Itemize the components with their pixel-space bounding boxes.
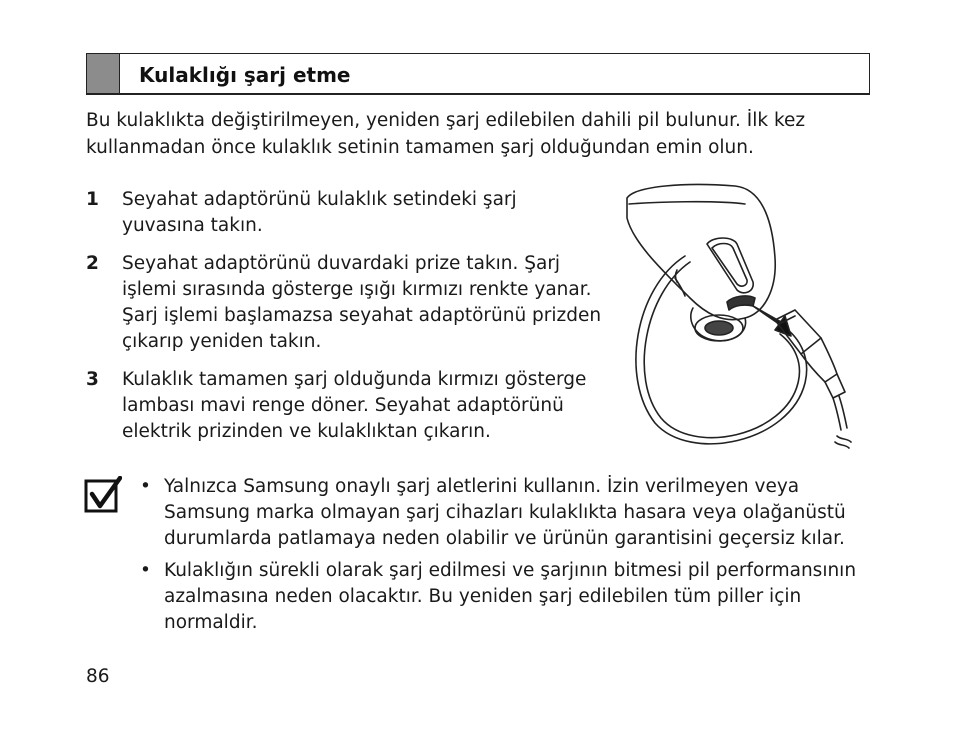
note-text: Yalnızca Samsung onaylı şarj aletlerini kullanın. İzin verilmeyen veya Samsung marka olmayan şarj cihazları kulaklıkta hasara veya olağanüstü durumlarda patlamaya neden olabilir ve ürünün garantisini geçersiz kılar. <box>164 476 846 549</box>
bullet: • <box>140 476 151 497</box>
checkbox-check-icon <box>84 476 122 514</box>
step-text: Seyahat adaptörünü kulaklık setindeki şarj yuvasına takın. <box>122 189 517 236</box>
step-number: 1 <box>86 189 99 210</box>
step-text: Seyahat adaptörünü duvardaki prize takın. Şarj işlemi sırasında gösterge ışığı kırmızı renkte yanar. Şarj işlemi başlamazsa seyahat adaptörünü prizden çıkarıp yeniden takın. <box>122 253 602 352</box>
section-title: Kulaklığı şarj etme <box>139 63 351 87</box>
page-number: 86 <box>86 666 110 687</box>
step-number: 2 <box>86 253 99 274</box>
intro-paragraph: Bu kulaklıkta değiştirilmeyen, yeniden şarj edilebilen dahili pil bulunur. İlk kez kullanmadan önce kulaklık setinin tamamen şarj olduğundan emin olun. <box>86 110 806 158</box>
bullet: • <box>140 560 151 581</box>
note-text: Kulaklığın sürekli olarak şarj edilmesi ve şarjının bitmesi pil performansının azalmasına neden olacaktır. Bu yeniden şarj edilebilen tüm piller için normaldir. <box>164 560 857 633</box>
section-header <box>86 53 870 95</box>
section-marker <box>87 54 120 93</box>
step-text: Kulaklık tamamen şarj olduğunda kırmızı gösterge lambası mavi renge döner. Seyahat adaptörünü elektrik prizinden ve kulaklıktan çıkarın. <box>122 369 587 442</box>
step-number: 3 <box>86 369 99 390</box>
headset-charging-illustration <box>615 178 865 454</box>
